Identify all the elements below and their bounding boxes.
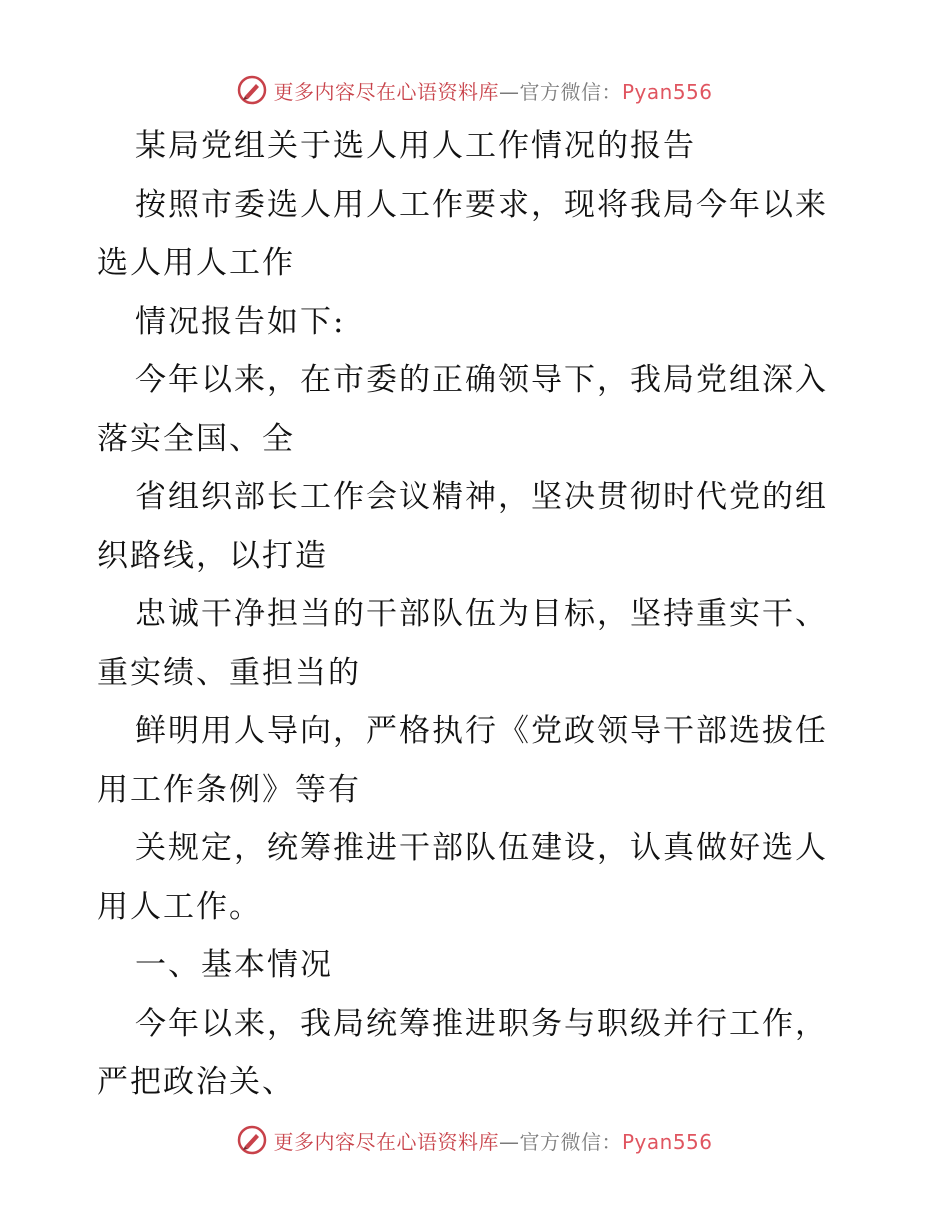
pen-logo-icon	[237, 1125, 267, 1155]
text-line: 一、基本情况	[135, 947, 333, 983]
text-line: 关规定，统筹推进干部队伍建设，认真做好选人	[135, 830, 828, 866]
text-line: 今年以来，我局统筹推进职务与职级并行工作，	[135, 1005, 828, 1042]
document-body	[97, 117, 857, 1112]
text-line: 按照市委选人用人工作要求，现将我局今年以来	[135, 186, 828, 223]
footer-wechat-id: Pyan556	[621, 1129, 713, 1154]
text-line: 忠诚干净担当的干部队伍为目标，坚持重实干、	[135, 596, 828, 632]
footer-banner-text	[273, 1126, 712, 1155]
text-line: 省组织部长工作会议精神，坚决贯彻时代党的组	[135, 479, 828, 515]
pen-logo-icon	[237, 75, 267, 105]
text-line: 用工作条例》等有	[97, 771, 361, 808]
text-line: 今年以来，在市委的正确领导下，我局党组深入	[135, 362, 828, 398]
footer-separator: —	[498, 1129, 520, 1154]
header-brand-text: 更多内容尽在心语资料库	[273, 79, 499, 104]
document-title: 某局党组关于选人用人工作情况的报告	[135, 128, 696, 164]
text-line: 严把政治关、	[97, 1064, 295, 1100]
footer-brand-text: 更多内容尽在心语资料库	[273, 1129, 499, 1154]
header-wechat-label: 官方微信：	[519, 79, 622, 104]
text-line: 用人工作。	[97, 888, 262, 925]
text-line: 选人用人工作	[97, 245, 295, 281]
text-line: 重实绩、重担当的	[97, 654, 361, 691]
text-line: 情况报告如下:	[135, 303, 346, 340]
text-line: 落实全国、全	[97, 420, 295, 457]
header-separator: —	[498, 79, 520, 104]
header-banner	[0, 70, 950, 110]
text-line: 鲜明用人导向，严格执行《党政领导干部选拔任	[135, 713, 828, 749]
header-wechat-id: Pyan556	[621, 79, 713, 104]
header-banner-text	[273, 76, 712, 105]
text-line: 织路线，以打造	[97, 537, 328, 574]
footer-wechat-label: 官方微信：	[519, 1129, 622, 1154]
footer-banner	[0, 1120, 950, 1160]
